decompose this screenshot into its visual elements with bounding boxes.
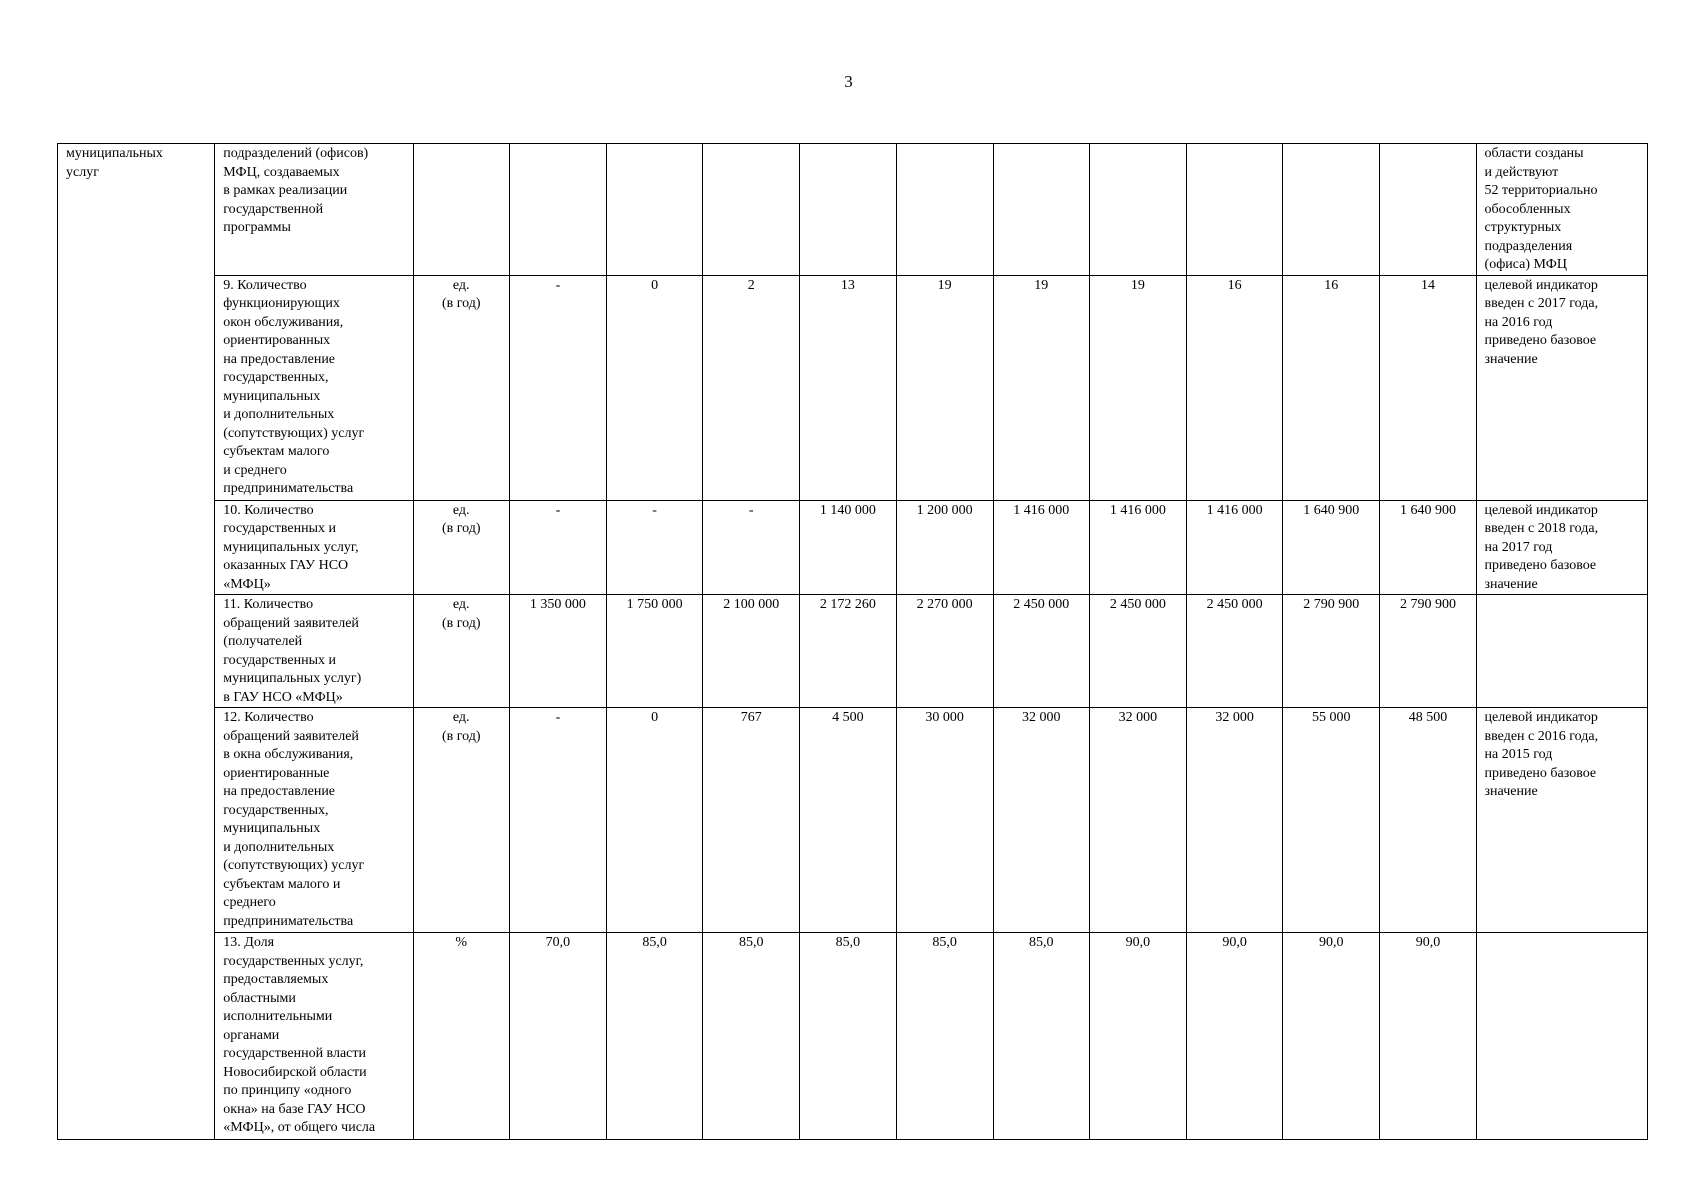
indicator-cell: 10. Количество государственных и муниципальных услуг, оказанных ГАУ НСО «МФЦ» xyxy=(215,500,413,595)
value-cell: 16 xyxy=(1283,275,1380,500)
table-row xyxy=(58,595,1648,708)
value-cell: 32 000 xyxy=(993,708,1089,933)
note-cell xyxy=(1476,933,1647,1140)
value-cell xyxy=(703,144,800,276)
value-cell: - xyxy=(509,708,606,933)
value-cell: 32 000 xyxy=(1089,708,1186,933)
value-cell: 19 xyxy=(993,275,1089,500)
value-cell xyxy=(1380,144,1476,276)
indicator-cell: 13. Доля государственных услуг, предоставляемых областными исполнительными органами государственной власти Новосибирской области по принципу «одного окна» на базе ГАУ НСО «МФЦ», от общего числа xyxy=(215,933,413,1140)
value-cell: - xyxy=(509,500,606,595)
note-cell: целевой индикатор введен с 2016 года, на 2015 год приведено базовое значение xyxy=(1476,708,1647,933)
value-cell: 767 xyxy=(703,708,800,933)
value-cell: 1 640 900 xyxy=(1283,500,1380,595)
value-cell xyxy=(1283,144,1380,276)
table-row xyxy=(58,708,1648,933)
unit-cell: ед. (в год) xyxy=(413,595,509,708)
value-cell: 90,0 xyxy=(1283,933,1380,1140)
value-cell: 1 750 000 xyxy=(606,595,702,708)
value-cell: 13 xyxy=(800,275,896,500)
value-cell: 90,0 xyxy=(1380,933,1476,1140)
value-cell: 1 416 000 xyxy=(993,500,1089,595)
value-cell: 85,0 xyxy=(896,933,993,1140)
value-cell: 0 xyxy=(606,708,702,933)
value-cell: 85,0 xyxy=(703,933,800,1140)
table-row xyxy=(58,500,1648,595)
value-cell: 2 172 260 xyxy=(800,595,896,708)
unit-cell: ед. (в год) xyxy=(413,500,509,595)
value-cell xyxy=(1089,144,1186,276)
value-cell: 2 xyxy=(703,275,800,500)
indicator-cell: подразделений (офисов) МФЦ, создаваемых в рамках реализации государственной программы xyxy=(215,144,413,276)
indicator-cell: 12. Количество обращений заявителей в окна обслуживания, ориентированные на предоставление государственных, муниципальных и дополнительных (сопутствующих) услуг субъектам малого и среднего предпринимательства xyxy=(215,708,413,933)
value-cell xyxy=(993,144,1089,276)
value-cell: 55 000 xyxy=(1283,708,1380,933)
note-cell: целевой индикатор введен с 2017 года, на 2016 год приведено базовое значение xyxy=(1476,275,1647,500)
value-cell: 2 450 000 xyxy=(1187,595,1283,708)
unit-cell xyxy=(413,144,509,276)
value-cell: 1 350 000 xyxy=(509,595,606,708)
value-cell: 85,0 xyxy=(800,933,896,1140)
indicator-cell: 9. Количество функционирующих окон обслуживания, ориентированных на предоставление государственных, муниципальных и дополнительных (сопутствующих) услуг субъектам малого и среднего предпринимательства xyxy=(215,275,413,500)
value-cell: 1 416 000 xyxy=(1187,500,1283,595)
indicator-cell: 11. Количество обращений заявителей (получателей государственных и муниципальных услуг) в ГАУ НСО «МФЦ» xyxy=(215,595,413,708)
value-cell: 0 xyxy=(606,275,702,500)
value-cell: 85,0 xyxy=(993,933,1089,1140)
value-cell: 2 790 900 xyxy=(1380,595,1476,708)
value-cell: 2 270 000 xyxy=(896,595,993,708)
unit-cell: % xyxy=(413,933,509,1140)
value-cell: 4 500 xyxy=(800,708,896,933)
value-cell: 90,0 xyxy=(1089,933,1186,1140)
value-cell: - xyxy=(509,275,606,500)
table-row xyxy=(58,933,1648,1140)
value-cell: 1 640 900 xyxy=(1380,500,1476,595)
value-cell xyxy=(606,144,702,276)
value-cell: - xyxy=(606,500,702,595)
value-cell: 90,0 xyxy=(1187,933,1283,1140)
value-cell: 2 100 000 xyxy=(703,595,800,708)
value-cell: 1 416 000 xyxy=(1089,500,1186,595)
value-cell xyxy=(509,144,606,276)
note-cell: целевой индикатор введен с 2018 года, на 2017 год приведено базовое значение xyxy=(1476,500,1647,595)
value-cell: 1 200 000 xyxy=(896,500,993,595)
value-cell: 85,0 xyxy=(606,933,702,1140)
indicators-table xyxy=(57,143,1648,1140)
value-cell xyxy=(896,144,993,276)
page-number: 3 xyxy=(844,72,853,91)
value-cell: 48 500 xyxy=(1380,708,1476,933)
value-cell: 19 xyxy=(1089,275,1186,500)
note-cell xyxy=(1476,595,1647,708)
value-cell: 19 xyxy=(896,275,993,500)
section-label-cell: муниципальных услуг xyxy=(58,144,215,1140)
value-cell: 1 140 000 xyxy=(800,500,896,595)
value-cell: 14 xyxy=(1380,275,1476,500)
table-row xyxy=(58,275,1648,500)
table-row xyxy=(58,144,1648,276)
unit-cell: ед. (в год) xyxy=(413,708,509,933)
value-cell: 32 000 xyxy=(1187,708,1283,933)
value-cell: 2 790 900 xyxy=(1283,595,1380,708)
value-cell: 30 000 xyxy=(896,708,993,933)
note-cell: области созданы и действуют 52 территориально обособленных структурных подразделения (офиса) МФЦ xyxy=(1476,144,1647,276)
value-cell xyxy=(1187,144,1283,276)
value-cell: 2 450 000 xyxy=(1089,595,1186,708)
value-cell: 70,0 xyxy=(509,933,606,1140)
value-cell: - xyxy=(703,500,800,595)
value-cell: 2 450 000 xyxy=(993,595,1089,708)
unit-cell: ед. (в год) xyxy=(413,275,509,500)
value-cell xyxy=(800,144,896,276)
value-cell: 16 xyxy=(1187,275,1283,500)
